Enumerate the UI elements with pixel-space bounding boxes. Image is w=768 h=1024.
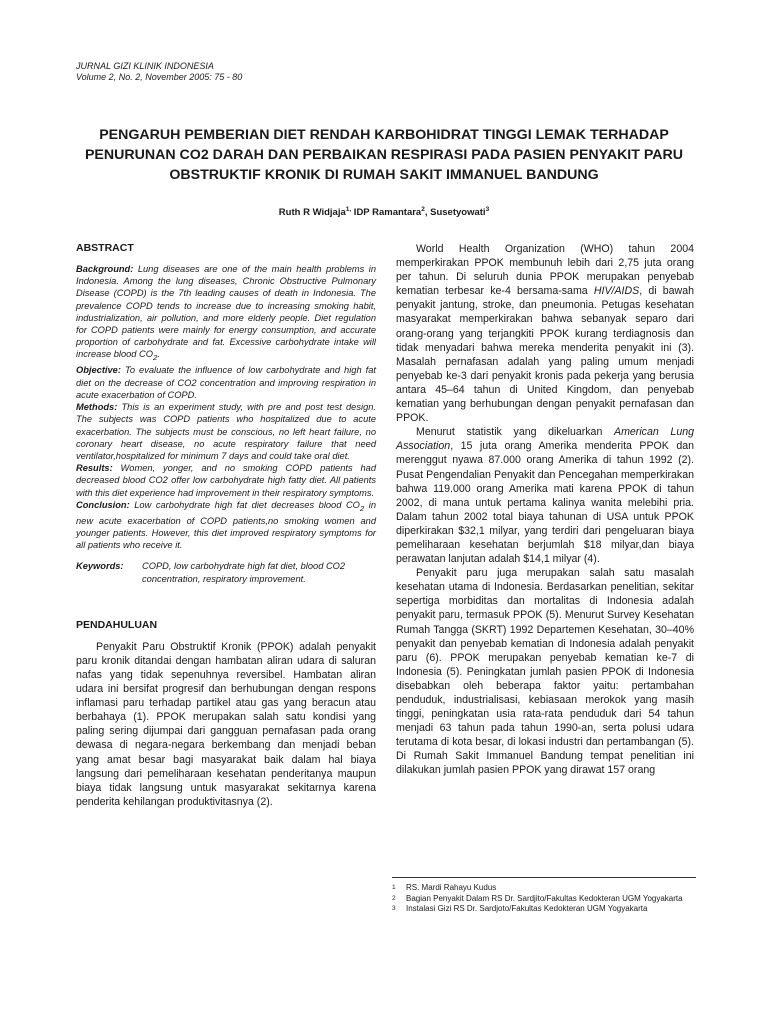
background-end: . [157,349,160,360]
results-label: Results: [76,463,113,474]
right-para-2-b: , 15 juta orang Amerika menderita PPOK dan merenggut nyawa 87.000 orang Amerika di tahun 1992 (2). Pusat Pengendalian Penyakit dan Pencegahan memperkirakan bahwa 119.000 orang Amerika mati karena PPOK di tahun 2002, di mana untuk pertama kalinya wanita melebihi pria. Dalam tahun 2002 total biaya tahunan di USA untuk PPOK diperkirakan $32,1 milyar, yang terdiri dari pengeluaran biaya pemeliharaan kesehatan berjumlah $18 milyar,dan biaya perawatan lanjutan adalah $14,1 milyar (4). [396,440,694,566]
conclusion-text: in new acute exacerbation of COPD patients,no smoking women and younger patients. However, this diet improved respiratory symptoms for all patients who receive it. [76,499,376,551]
right-column [396,242,694,778]
journal-name: JURNAL GIZI KLINIK INDONESIA [76,61,214,71]
right-para-1-b: , di bawah penyakit jantung, stroke, dan pneumonia. Petugas kesehatan masyarakat memperkirakan bahwa sebanyak separo dari orang-orang yang terjangkiti PPOK kurang terdiagnosis dan tidak menyadari bahwa mereka menderita penyakit ini (3). Masalah pernafasan adalah yang paling umum menjadi penyebab ke-3 dari penyakit kronis pada pekerja yang berusia antara 45–64 tahun di United Kingdom, dan penyebab kematian yang berhubungan dengan penyakit pernafasan dan PPOK. [396,285,694,425]
footnote-1 [392,883,696,894]
author-1-sup: 1, [345,206,352,213]
right-para-1-a: World Health Organization (WHO) tahun 2004 memperkirakan PPOK membunuh lebih dari 2,75 juta orang per tahun. Di seluruh dunia PPOK merupakan penyebab kematian terbesar ke-4 bersama-sama [396,243,694,298]
abstract [76,263,376,551]
author-2: IDP Ramantara [351,207,422,219]
background-text: Lung diseases are one of the main health problems in Indonesia. Among the lung diseases, Chronic Obstructive Pulmonary Disease (COPD) is the 7th leading causes of death in Indonesia. The prevalence COPD tends to increase due to increasing smoking habit, industrialization, air pollution, and more elderly people. Diet regulation for COPD patients were mainly for energy consumption, and accurate proportion of carbohydrate and fat. Excessive carbohydrate intake will increase blood CO [76,264,376,360]
author-1: Ruth R Widjaja [278,207,346,219]
authors [76,206,692,218]
footnote-1-num: 1 [392,884,396,891]
paper-title: PENGARUH PEMBERIAN DIET RENDAH KARBOHIDRAT TINGGI LEMAK TERHADAP PENURUNAN CO2 DARAH DAN PERBAIKAN RESPIRASI PADA PASIEN PENYAKIT PARU OBSTRUKTIF KRONIK DI RUMAH SAKIT IMMANUEL BANDUNG [84,127,684,183]
journal-issue: Volume 2, No. 2, November 2005: 75 - 80 [76,72,243,82]
methods-text: This is an experiment study, with pre and post test design. The subjects was COPD patients who hospitalized due to acute exacerbation. The subjects must be conscious, no left heart failure, no coronary heart disease, no acute respiratory failure that need ventilator,hospitalized for minimum 7 days and could take oral diet. [76,402,376,461]
footnote-1-text: RS. Mardi Rahayu Kudus [406,883,497,892]
right-para-2 [396,425,694,566]
footnote-3 [392,904,696,915]
author-3-sup: 3 [485,206,490,213]
journal-header [76,61,242,83]
objective-text: To evaluate the influence of low carbohydrate and high fat diet on the decrease of CO2 concentration and improving respiration in acute exacerbation of COPD. [76,365,376,400]
keywords [76,560,376,584]
keywords-text: COPD, low carbohydrate high fat diet, blood CO2 concentration, respiratory improvement. [142,561,346,584]
abstract-results [76,462,376,499]
conclusion-label: Conclusion: [76,499,130,510]
footnote-3-num: 3 [392,905,396,912]
right-para-1-em: HIV/AIDS [593,285,640,298]
conclusion-text-pre: Low carbohydrate high fat diet decreases blood CO [129,499,360,510]
right-para-1 [396,242,694,425]
footnotes [392,877,696,915]
footnote-2-num: 2 [392,894,396,902]
right-para-2-em: American Lung Association [396,426,694,453]
pendahuluan-heading: PENDAHULUAN [76,618,158,631]
right-para-2-a: Menurut statistik yang dikeluarkan [416,426,615,439]
footnote-2-text: Bagian Penyakit Dalam RS Dr. Sardjito/Fakultas Kedokteran UGM Yogyakarta [406,893,683,903]
left-column [76,242,376,809]
methods-label: Methods: [76,402,118,413]
abstract-background [76,263,376,364]
conclusion-sub: 2 [359,503,365,513]
objective-label: Objective: [76,365,121,376]
abstract-heading: ABSTRACT [76,242,134,254]
background-sub: 2 [153,353,158,363]
author-2-sup: 2 [421,206,425,213]
abstract-objective [76,364,376,401]
abstract-methods [76,401,376,462]
abstract-conclusion [76,499,376,552]
footnote-3-text: Instalasi Gizi RS Dr. Sardjoto/Fakultas Kedokteran UGM Yogyakarta [406,904,648,913]
background-label: Background: [76,264,134,274]
right-para-3: Penyakit paru juga merupakan salah satu masalah kesehatan utama di Indonesia. Berdasarkan penelitian, sekitar sepertiga morbiditas dan mortalitas di Indonesia adalah penyakit paru, termasuk PPOK (5). Menurut Survey Kesehatan Rumah Tangga (SKRT) 1992 Departemen Kesehatan, 30–40% penyakit dan penyebab kematian di Indonesia adalah penyakit paru (6). PPOK merupakan penyebab kematian ke-7 di Indonesia (5). Peningkatan jumlah pasien PPOK di Indonesia disebabkan oleh beberapa faktor yaitu: pertambahan penduduk, industrialisasi, kebiasaan merokok yang masih tinggi, peningkatan usia rata-rata penduduk dari 54 tahun menjadi 63 tahun pada tahun 1990-an, serta polusi udara terutama di kota besar, di lokasi industri dan pertambangan (5). Di Rumah Sakit Immanuel Bandung tempat penelitian ini dilakukan jumlah pasien PPOK yang dirawat 157 orang [396,567,694,777]
keywords-label: Keywords: [76,561,124,572]
results-text: Women, yonger, and no smoking COPD patients had decreased blood CO2 offer low carbohydrate high fatty diet. All patients with this diet experience had improvement in their respiratory symptoms. [76,463,376,498]
pendahuluan-para-1: Penyakit Paru Obstruktif Kronik (PPOK) adalah penyakit paru kronik ditandai dengan hambatan aliran udara di saluran nafas yang tidak sepenuhnya reversibel. Hambatan aliran udara ini bersifat progresif dan berhubungan dengan respons inflamasi paru terhadap partikel atau gas yang beracun atau berbahaya (1). PPOK merupakan salah satu kondisi yang paling sering dijumpai dari gangguan pernafasan pada orang dewasa di negara-negara berkembang dan menjadi beban yang amat besar bagi masyarakat baik dalam hal biaya langsung dari pemeliharaan kesehatan penderitanya maupun biaya tidak langsung untuk masyarakat sekitarnya karena penderita kehilangan produktivitasnya (2). [76,640,376,808]
pendahuluan-section [76,619,376,809]
author-3: , Susetyowati [424,207,486,219]
footnote-2 [392,894,696,905]
